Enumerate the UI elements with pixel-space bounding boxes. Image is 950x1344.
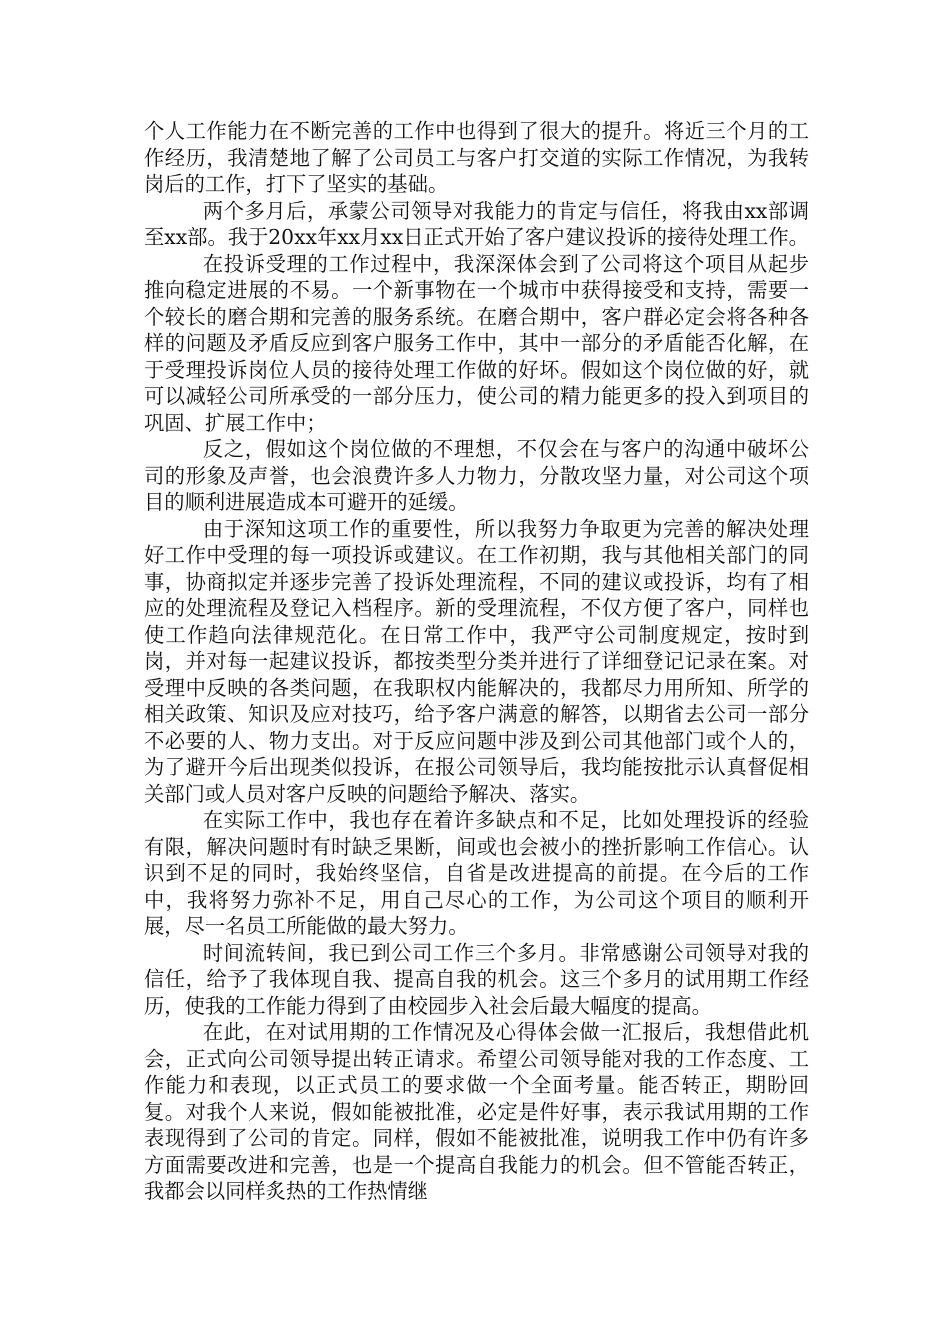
paragraph-2: 两个多月后，承蒙公司领导对我能力的肯定与信任，将我由xx部调至xx部。我于20xx年xx月xx日正式开始了客户建议投诉的接待处理工作。 [144,198,809,249]
paragraph-5: 由于深知这项工作的重要性，所以我努力争取更为完善的解决处理好工作中受理的每一项投诉或建议。在工作初期，我与其他相关部门的同事，协商拟定并逐步完善了投诉处理流程，不同的建议或投诉，均有了相应的处理流程及登记入档程序。新的受理流程，不仅方便了客户，同样也使工作趋向法律规范化。在日常工作中，我严守公司制度规定，按时到岗，并对每一起建议投诉，都按类型分类并进行了详细登记记录在案。对受理中反映的各类问题，在我职权内能解决的，我都尽力用所知、所学的相关政策、知识及应对技巧，给予客户满意的解答，以期省去公司一部分不必要的人、物力支出。对于反应问题中涉及到公司其他部门或个人的，为了避开今后出现类似投诉，在报公司领导后，我均能按批示认真督促相关部门或人员对客户反映的问题给予解决、落实。 [144,516,809,806]
paragraph-6: 在实际工作中，我也存在着许多缺点和不足，比如处理投诉的经验有限，解决问题时有时缺乏果断，间或也会被小的挫折影响工作信心。认识到不足的同时，我始终坚信，自省是改进提高的前提。在今后的工作中，我将努力弥补不足，用自己尽心的工作，为公司这个项目的顺利开展，尽一名员工所能做的最大努力。 [144,808,809,938]
paragraph-7: 时间流转间，我已到公司工作三个多月。非常感谢公司领导对我的信任，给予了我体现自我、提高自我的机会。这三个多月的试用期工作经历，使我的工作能力得到了由校园步入社会后最大幅度的提高。 [144,940,809,1018]
paragraph-4: 反之，假如这个岗位做的不理想，不仅会在与客户的沟通中破坏公司的形象及声誉，也会浪费许多人力物力，分散攻坚力量，对公司这个项目的顺利进展造成本可避开的延缓。 [144,437,809,514]
paragraph-8: 在此，在对试用期的工作情况及心得体会做一汇报后，我想借此机会，正式向公司领导提出转正请求。希望公司领导能对我的工作态度、工作能力和表现，以正式员工的要求做一个全面考量。能否转正，期盼回复。对我个人来说，假如能被批准，必定是件好事，表示我试用期的工作表现得到了公司的肯定。同样，假如不能被批准，说明我工作中仍有许多方面需要改进和完善，也是一个提高自我能力的机会。但不管能否转正，我都会以同样炙热的工作热情继 [144,1020,809,1203]
paragraph-1: 个人工作能力在不断完善的工作中也得到了很大的提升。将近三个月的工作经历，我清楚地了解了公司员工与客户打交道的实际工作情况，为我转岗后的工作，打下了坚实的基础。 [144,119,809,196]
paragraph-3: 在投诉受理的工作过程中，我深深体会到了公司将这个项目从起步推向稳定进展的不易。一个新事物在一个城市中获得接受和支持，需要一个较长的磨合期和完善的服务系统。在磨合期中，客户群必定会将各种各样的问题及矛盾反应到客户服务工作中，其中一部分的矛盾能否化解，在于受理投诉岗位人员的接待处理工作做的好坏。假如这个岗位做的好，就可以减轻公司所承受的一部分压力，使公司的精力能更多的投入到项目的巩固、扩展工作中； [144,251,809,435]
document-body [144,118,809,1205]
